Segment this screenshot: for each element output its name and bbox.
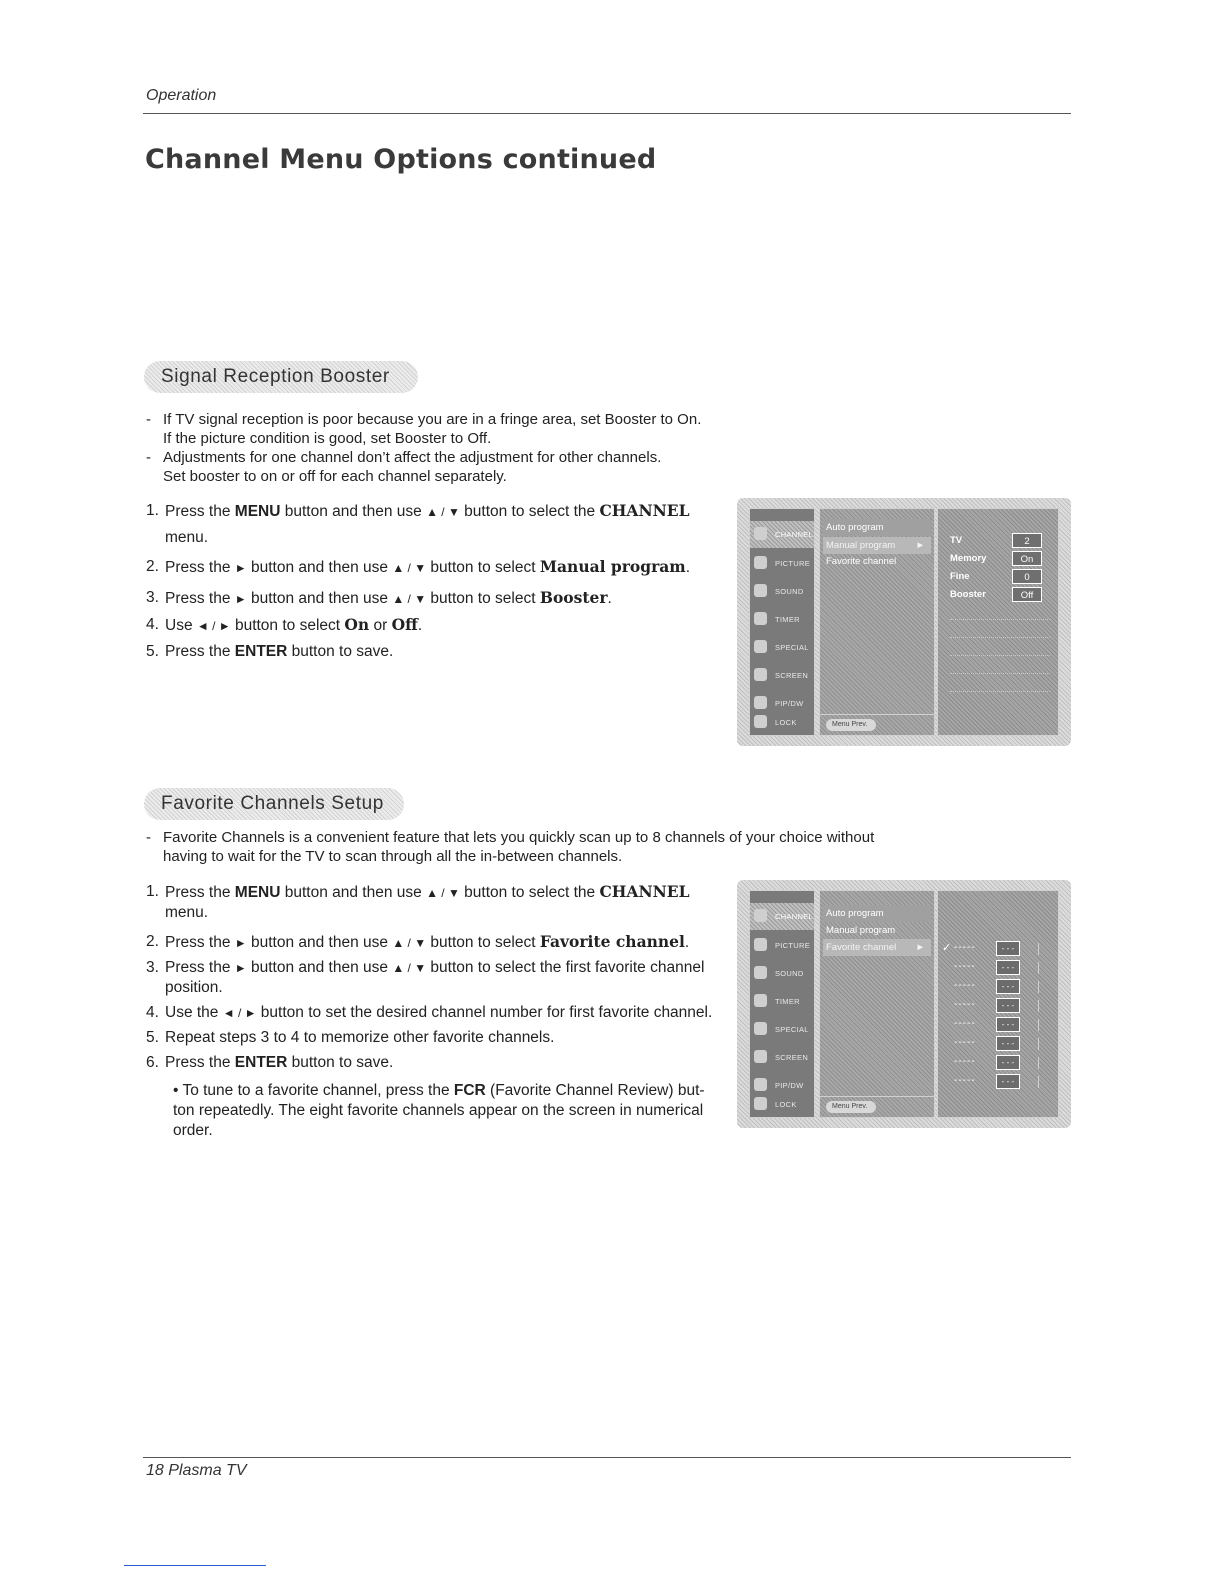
step-text: Press the bbox=[165, 559, 235, 576]
tv-side-label: SOUND bbox=[775, 587, 804, 596]
step-number: 3. bbox=[146, 959, 159, 976]
divider bbox=[1038, 1057, 1039, 1069]
step-key: MENU bbox=[234, 503, 281, 520]
right-arrow-icon: ► bbox=[915, 540, 925, 551]
page-title: Channel Menu Options continued bbox=[145, 144, 657, 175]
tv-item-favorite-channel bbox=[823, 939, 931, 956]
tv-side-channel bbox=[750, 521, 814, 548]
step-text: Press the bbox=[165, 884, 235, 901]
step-number: 5. bbox=[146, 643, 159, 660]
tip-text: • To tune to a favorite channel, press the bbox=[173, 1082, 454, 1099]
tv-row-label: TV bbox=[950, 535, 963, 546]
tv-side-screen bbox=[750, 1044, 814, 1071]
tv-row-label: Fine bbox=[950, 571, 970, 582]
tv-side-label: SPECIAL bbox=[775, 1025, 809, 1034]
favorite-note-b: having to wait for the TV to scan through all the in-between channels. bbox=[163, 848, 623, 865]
slot-placeholder: ----- bbox=[954, 1075, 976, 1086]
tv-channel-submenu bbox=[819, 508, 935, 736]
booster-note-2b: Set booster to on or off for each channel separately. bbox=[163, 468, 507, 485]
tv-side-label: TIMER bbox=[775, 615, 800, 624]
channel-icon bbox=[754, 909, 767, 922]
tv-side-label: LOCK bbox=[775, 718, 797, 727]
tv-menu-footer bbox=[820, 714, 934, 735]
step-text: Press the bbox=[165, 590, 235, 607]
tv-item-auto-program: Auto program bbox=[823, 905, 931, 922]
pip-icon bbox=[754, 696, 767, 709]
tv-booster-panel bbox=[937, 508, 1059, 736]
step-number: 2. bbox=[146, 933, 159, 950]
tv-side-lock bbox=[750, 1091, 814, 1118]
step-text: Use the bbox=[165, 1004, 223, 1021]
booster-note-1b: If the picture condition is good, set Booster to Off. bbox=[163, 430, 492, 447]
lock-icon bbox=[754, 1097, 767, 1110]
favorite-slot bbox=[954, 1017, 1042, 1033]
step-number: 1. bbox=[146, 883, 159, 900]
step-menu-name: Favorite channel bbox=[539, 932, 685, 951]
sound-icon bbox=[754, 584, 767, 597]
slot-value: - - - bbox=[996, 979, 1020, 994]
picture-icon bbox=[754, 556, 767, 569]
tv-side-label: PICTURE bbox=[775, 941, 811, 950]
tv-side-sound bbox=[750, 578, 814, 605]
step-text: Press the bbox=[165, 643, 235, 660]
right-arrow-icon: ► bbox=[234, 561, 247, 575]
step-key: ENTER bbox=[234, 1054, 288, 1071]
step-text: button to select the bbox=[459, 884, 600, 901]
tv-side-label: CHANNEL bbox=[775, 530, 813, 539]
step-text: button to select the first favorite channel position. bbox=[165, 959, 705, 996]
booster-step-1 bbox=[146, 498, 736, 550]
tv-menu-booster bbox=[737, 498, 1071, 746]
divider bbox=[950, 637, 1050, 639]
step-menu-name: CHANNEL bbox=[599, 501, 690, 520]
booster-step-3 bbox=[146, 585, 736, 612]
special-icon bbox=[754, 640, 767, 653]
tv-side-label: LOCK bbox=[775, 1100, 797, 1109]
slot-placeholder: ----- bbox=[954, 961, 976, 972]
favorite-note-a: Favorite Channels is a convenient feature that lets you quickly scan up to 8 channels of your choice without bbox=[163, 829, 875, 846]
divider bbox=[1038, 1019, 1039, 1031]
right-arrow-icon: ► bbox=[234, 961, 247, 975]
step-text: Press the bbox=[165, 934, 235, 951]
tv-row-value: 0 bbox=[1012, 569, 1042, 584]
step-menu-name: Booster bbox=[539, 588, 608, 607]
tv-item-manual-program bbox=[823, 537, 931, 554]
tv-side-screen bbox=[750, 662, 814, 689]
favorite-slot bbox=[954, 998, 1042, 1014]
timer-icon bbox=[754, 612, 767, 625]
slot-value: - - - bbox=[996, 1017, 1020, 1032]
tv-item-manual-program: Manual program bbox=[826, 925, 896, 936]
divider bbox=[1038, 981, 1039, 993]
tv-side-timer bbox=[750, 988, 814, 1015]
tv-side-label: TIMER bbox=[775, 997, 800, 1006]
step-text: or bbox=[369, 617, 392, 634]
tv-side-special bbox=[750, 634, 814, 661]
step-text: button and then use bbox=[246, 959, 393, 976]
up-down-arrows-icon: ▲ / ▼ bbox=[392, 561, 427, 575]
favorite-tip bbox=[146, 1081, 723, 1141]
step-number: 6. bbox=[146, 1054, 159, 1071]
screen-icon bbox=[754, 668, 767, 681]
booster-step-2 bbox=[146, 554, 736, 581]
bottom-link-line bbox=[124, 1565, 266, 1566]
slot-placeholder: ----- bbox=[954, 942, 976, 953]
tv-side-label: SOUND bbox=[775, 969, 804, 978]
tv-side-label: SCREEN bbox=[775, 1053, 809, 1062]
favorite-slot bbox=[954, 1074, 1042, 1090]
channel-icon bbox=[754, 527, 767, 540]
up-down-arrows-icon: ▲ / ▼ bbox=[426, 886, 460, 900]
tv-item-favorite-channel: Favorite channel bbox=[826, 556, 897, 567]
favorite-steps bbox=[146, 882, 736, 1141]
favorite-step-3 bbox=[146, 958, 736, 998]
divider bbox=[950, 619, 1050, 621]
step-text: Press the bbox=[165, 503, 235, 520]
divider bbox=[950, 655, 1050, 657]
sound-icon bbox=[754, 966, 767, 979]
favorite-heading: Favorite Channels Setup bbox=[144, 788, 404, 820]
tv-item-label: Manual program bbox=[826, 540, 896, 551]
tv-side-special bbox=[750, 1016, 814, 1043]
up-down-arrows-icon: ▲ / ▼ bbox=[392, 961, 427, 975]
up-down-arrows-icon: ▲ / ▼ bbox=[392, 936, 427, 950]
divider bbox=[950, 691, 1050, 693]
timer-icon bbox=[754, 994, 767, 1007]
favorite-slot bbox=[954, 1036, 1042, 1052]
step-text: button and then use bbox=[246, 934, 393, 951]
check-icon: ✓ bbox=[942, 942, 952, 954]
slot-placeholder: ----- bbox=[954, 1018, 976, 1029]
step-text: . bbox=[607, 590, 612, 607]
step-text: . bbox=[685, 559, 691, 576]
slot-placeholder: ----- bbox=[954, 1056, 976, 1067]
booster-step-5 bbox=[146, 639, 736, 664]
step-number: 2. bbox=[146, 558, 159, 575]
menu-prev-button: Menu Prev. bbox=[826, 1101, 876, 1113]
step-text: Repeat steps 3 to 4 to memorize other favorite channels. bbox=[165, 1029, 555, 1046]
slot-value: - - - bbox=[996, 998, 1020, 1013]
step-text: button to select bbox=[426, 590, 540, 607]
tv-favorite-panel bbox=[937, 890, 1059, 1118]
step-text: menu. bbox=[165, 904, 209, 921]
favorite-slot bbox=[954, 1055, 1042, 1071]
divider bbox=[1038, 1038, 1039, 1050]
booster-note-2a: Adjustments for one channel don’t affect the adjustment for other channels. bbox=[163, 449, 662, 466]
tv-row-label: Booster bbox=[950, 589, 986, 600]
favorite-slot bbox=[954, 941, 1042, 957]
tv-row-value: On bbox=[1012, 551, 1042, 566]
favorite-step-2 bbox=[146, 932, 736, 953]
booster-steps bbox=[146, 498, 736, 664]
step-key: ENTER bbox=[234, 643, 288, 660]
step-menu-name: CHANNEL bbox=[599, 882, 690, 901]
step-option: Off bbox=[391, 615, 418, 634]
step-text: button and then use bbox=[280, 503, 427, 520]
step-number: 4. bbox=[146, 1004, 159, 1021]
step-text: button to select bbox=[426, 934, 540, 951]
step-text: Use bbox=[165, 617, 197, 634]
tv-side-label: PICTURE bbox=[775, 559, 811, 568]
step-text: button and then use bbox=[280, 884, 427, 901]
step-number: 5. bbox=[146, 1029, 159, 1046]
divider bbox=[950, 673, 1050, 675]
slot-value: - - - bbox=[996, 1036, 1020, 1051]
favorite-step-6 bbox=[146, 1053, 736, 1073]
picture-icon bbox=[754, 938, 767, 951]
step-text: button to select bbox=[426, 559, 540, 576]
tv-side-label: SPECIAL bbox=[775, 643, 809, 652]
slot-placeholder: ----- bbox=[954, 999, 976, 1010]
step-text: Press the bbox=[165, 1054, 235, 1071]
tv-channel-submenu bbox=[819, 890, 935, 1118]
tv-row-value: Off bbox=[1012, 587, 1042, 602]
step-menu-name: Manual program bbox=[539, 557, 686, 576]
tip-key: FCR bbox=[453, 1082, 486, 1099]
tv-item-auto-program: Auto program bbox=[823, 519, 931, 536]
divider bbox=[1038, 1076, 1039, 1088]
tv-side-menu bbox=[749, 508, 815, 736]
step-text: button to save. bbox=[287, 643, 394, 660]
step-number: 3. bbox=[146, 589, 159, 606]
booster-note-1a: If TV signal reception is poor because you are in a fringe area, set Booster to On. bbox=[163, 411, 702, 428]
left-right-arrows-icon: ◄ / ► bbox=[196, 619, 231, 633]
step-text: Press the bbox=[165, 959, 235, 976]
divider bbox=[1038, 943, 1039, 955]
menu-prev-button: Menu Prev. bbox=[826, 719, 876, 731]
tv-menu-footer bbox=[820, 1096, 934, 1117]
tv-side-label: PIP/DW bbox=[775, 1081, 804, 1090]
tv-menu-favorite bbox=[737, 880, 1071, 1128]
step-option: On bbox=[344, 615, 370, 634]
slot-value: - - - bbox=[996, 1074, 1020, 1089]
favorite-step-5 bbox=[146, 1028, 736, 1048]
favorite-slot bbox=[954, 960, 1042, 976]
tv-side-label: SCREEN bbox=[775, 671, 809, 680]
tv-side-channel bbox=[750, 903, 814, 930]
header-rule bbox=[143, 113, 1071, 114]
tv-row-value: 2 bbox=[1012, 533, 1042, 548]
tv-side-label: CHANNEL bbox=[775, 912, 813, 921]
step-text: button and then use bbox=[246, 590, 393, 607]
divider bbox=[1038, 1000, 1039, 1012]
favorite-note: - Favorite Channels is a convenient feature that lets you quickly scan up to 8 channels of your choice without having to wait for the TV to scan through all the in-between channels. bbox=[146, 828, 946, 866]
screen-icon bbox=[754, 1050, 767, 1063]
step-number: 4. bbox=[146, 616, 159, 633]
tv-row-label: Memory bbox=[950, 553, 987, 564]
step-text: button to set the desired channel number for first favorite channel. bbox=[256, 1004, 713, 1021]
right-arrow-icon: ► bbox=[234, 936, 247, 950]
slot-placeholder: ----- bbox=[954, 1037, 976, 1048]
tv-item-label: Favorite channel bbox=[826, 942, 897, 953]
favorite-slot bbox=[954, 979, 1042, 995]
tv-side-label: PIP/DW bbox=[775, 699, 804, 708]
tv-side-picture bbox=[750, 932, 814, 959]
step-text: button to save. bbox=[287, 1054, 394, 1071]
up-down-arrows-icon: ▲ / ▼ bbox=[392, 592, 427, 606]
favorite-step-1 bbox=[146, 882, 736, 923]
step-text: . bbox=[684, 934, 690, 951]
right-arrow-icon: ► bbox=[915, 942, 925, 953]
booster-heading: Signal Reception Booster bbox=[144, 361, 418, 393]
tv-side-lock bbox=[750, 709, 814, 736]
step-text: button to select bbox=[230, 617, 345, 634]
special-icon bbox=[754, 1022, 767, 1035]
up-down-arrows-icon: ▲ / ▼ bbox=[426, 505, 460, 519]
step-text: button to select the bbox=[459, 503, 600, 520]
slot-placeholder: ----- bbox=[954, 980, 976, 991]
tv-side-sound bbox=[750, 960, 814, 987]
booster-notes: - If TV signal reception is poor because you are in a fringe area, set Booster to On. If the picture condition is good, set Booster to Off. - Adjustments for one channel don’t affect the adjustment for other channels. Set booster to on or off for each channel separately. bbox=[146, 410, 766, 486]
tv-side-picture bbox=[750, 550, 814, 577]
tv-side-menu bbox=[749, 890, 815, 1118]
section-label: Operation bbox=[146, 87, 217, 104]
lock-icon bbox=[754, 715, 767, 728]
booster-step-4 bbox=[146, 612, 736, 639]
slot-value: - - - bbox=[996, 941, 1020, 956]
favorite-step-4 bbox=[146, 1003, 736, 1023]
slot-value: - - - bbox=[996, 960, 1020, 975]
divider bbox=[1038, 962, 1039, 974]
pip-icon bbox=[754, 1078, 767, 1091]
right-arrow-icon: ► bbox=[234, 592, 247, 606]
tip-text: (Favorite Channel Review) but-ton repeatedly. The eight favorite channels appear on the screen in numerical order. bbox=[173, 1082, 705, 1139]
step-text: . bbox=[417, 617, 423, 634]
step-text: button and then use bbox=[246, 559, 393, 576]
tv-side-timer bbox=[750, 606, 814, 633]
step-text: menu. bbox=[165, 529, 209, 546]
step-number: 1. bbox=[146, 502, 159, 519]
footer-rule bbox=[143, 1457, 1071, 1458]
left-right-arrows-icon: ◄ / ► bbox=[222, 1006, 257, 1020]
step-key: MENU bbox=[234, 884, 281, 901]
slot-value: - - - bbox=[996, 1055, 1020, 1070]
page-footer: 18 Plasma TV bbox=[146, 1462, 247, 1479]
